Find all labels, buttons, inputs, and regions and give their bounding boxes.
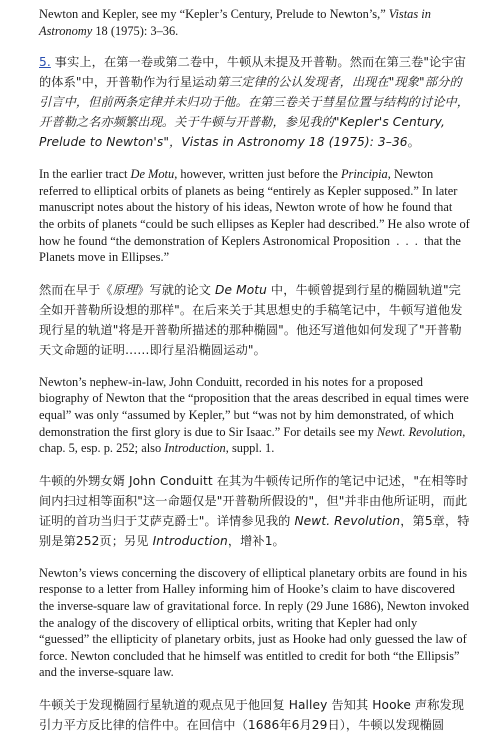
- text: Newton’s nephew-in-law, John Conduitt, recorded in his notes for a proposed biography of Newton that the “proposition that the areas described in equal times were equal” was only “assumed by Kepler,” but “was not by him demonstrated, of which demonstration the first glory is due to Sir Isaac.” For details see my: [39, 374, 469, 439]
- paragraph-zh-1: [39, 52, 470, 152]
- text: 牛顿关于发现椭圆行星轨道的观点见于他回复 Halley 告知其 Hooke 声称发现引力平方反比律的信件中。在回信中（1686年6月29日），牛顿以发现椭圆: [39, 697, 465, 732]
- text: 18 (1975): 3–36.: [92, 23, 179, 38]
- work-title: Principia: [340, 167, 388, 182]
- text: , chap. 5, esp. p. 252; also: [39, 424, 466, 456]
- work-title: Introduction: [164, 441, 226, 456]
- journal-title: Vistas in Astronomy: [39, 7, 431, 38]
- work-title: Newt. Revolution: [294, 513, 401, 528]
- paragraph-en-2: [39, 166, 470, 266]
- paragraph-zh-2: [39, 280, 470, 360]
- text: , however, written just before the: [174, 167, 341, 182]
- text: 牛顿的外甥女婿 John Conduitt 在其为牛顿传记所作的笔记中记述，"在相等时间内扫过相等面积"这一命题仅是"开普勒所假设的"，但"并非由他所证明，而此证明的首功当归于艾萨克爵士"。详情参见我的: [39, 473, 469, 528]
- text: Newton and Kepler, see my “Kepler’s Century, Prelude to Newton’s,”: [39, 7, 389, 21]
- paragraph-en-1: [39, 6, 470, 39]
- footnote-5-link[interactable]: 5.: [39, 55, 51, 70]
- text: , Newton referred to elliptical orbits of planets as being “entirely as Kepler supposed.” In later manuscript notes about the history of his ideas, Newton wrote of how he found that the orbits of planets “could be such ellipses as Kepler had described.” He also wrote of how he found “the demonstration of Keplers Astronomical Proposition . . . that the Planets move in Ellipses.”: [39, 167, 470, 265]
- work-title: De Motu: [130, 167, 175, 182]
- text: 然而在早于《: [39, 282, 113, 297]
- text: Newton’s views concerning the discovery of elliptical planetary orbits are found in his response to a letter from Halley informing him of Hooke’s claim to have discovered the inverse-square law of gravitational force. In reply (29 June 1686), Newton invoked the analogy of the discovery of elliptical orbits, writing that Kepler had only “guessed” the ellipticity of planetary orbits, just as Hooke had only guessed the law of force. Newton concluded that he himself was entitled to credit for both “the Ellipsis” and the inverse-square law.: [39, 565, 470, 680]
- paragraph-en-3: [39, 374, 470, 457]
- text: ，增补1。: [227, 533, 285, 548]
- italic-text: 第三定律的公认发现者，出现在"现象"部分的引言中，但前两条定律并未归功于他。在第三卷关于彗星位置与结构的讨论中，开普勒之名亦频繁出现。关于牛顿与开普勒，参见我的"Kepler's Century, Prelude to Newton's"，Vistas in Astronomy 18 (1975): 3–36: [39, 75, 470, 150]
- work-title: Introduction: [152, 533, 228, 548]
- text: In the earlier tract: [39, 167, 131, 182]
- work-title: Newt. Revolution: [376, 424, 463, 439]
- paragraph-zh-3: [39, 471, 470, 551]
- text: 中，牛顿曾提到行星的椭圆轨道"完全如开普勒所设想的那样"。在后来关于其思想史的手稿笔记中，牛顿写道他发现行星的轨道"将是开普勒所描述的那种椭圆"。他还写道他如何发现了"开普勒天文命题的证明……即行星沿椭圆运动"。: [39, 282, 463, 357]
- paragraph-zh-4: [39, 695, 470, 735]
- text: , suppl. 1.: [225, 441, 275, 456]
- text: ，第5章，特别是第252页；另见: [39, 513, 470, 548]
- paragraph-en-4: [39, 565, 470, 681]
- text: 。: [407, 135, 420, 150]
- work-title: De Motu: [215, 282, 267, 297]
- text: 》写就的论文: [137, 282, 216, 297]
- text: 事实上，在第一卷或第二卷中，牛顿从未提及开普勒。然而在第三卷"论宇宙的体系"中，开普勒作为行星运动: [39, 55, 466, 90]
- work-title: 原理: [112, 282, 138, 297]
